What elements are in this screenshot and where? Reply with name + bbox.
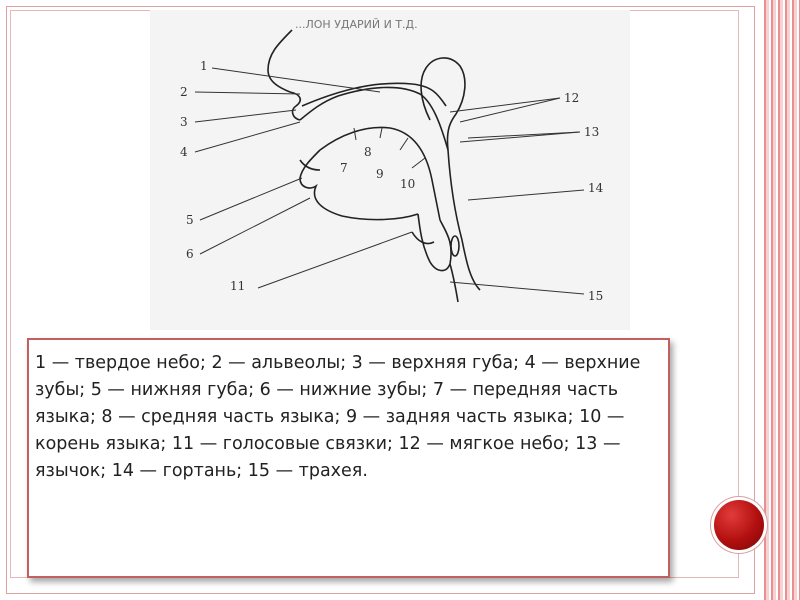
label-4: 4: [180, 145, 188, 159]
label-3: 3: [180, 115, 188, 129]
label-13: 13: [584, 125, 600, 139]
label-2: 2: [180, 85, 188, 99]
red-circle-decoration: [714, 500, 764, 550]
faded-header-text: ...ЛОН УДАРИЙ И Т.Д.: [295, 18, 418, 31]
speech-organs-diagram: [150, 10, 630, 330]
label-1: 1: [200, 59, 208, 73]
label-7: 7: [340, 161, 348, 175]
label-10: 10: [400, 177, 416, 191]
diagram-labels: [180, 59, 604, 303]
label-5: 5: [186, 213, 194, 227]
label-12: 12: [564, 91, 580, 105]
label-6: 6: [186, 247, 194, 261]
label-11: 11: [230, 279, 246, 293]
label-9: 9: [376, 167, 384, 181]
label-15: 15: [588, 289, 604, 303]
leader-lines: [195, 68, 584, 294]
legend-text: 1 — твердое небо; 2 — альвеолы; 3 — верхняя губа; 4 — верхние зубы; 5 — нижняя губа; 6 — нижние зубы; 7 — передняя часть языка; 8 — средняя часть языка; 9 — задняя часть языка; 10 — корень языка; 11 — голосовые связки; 12 — мягкое небо; 13 — язычок; 14 — гортань; 15 — трахея.: [35, 353, 641, 481]
label-14: 14: [588, 181, 604, 195]
label-8: 8: [364, 145, 372, 159]
head-outline: [268, 30, 480, 302]
decorative-stripes: [764, 0, 800, 600]
legend-box: [27, 338, 670, 578]
diagram-svg: [150, 10, 630, 330]
